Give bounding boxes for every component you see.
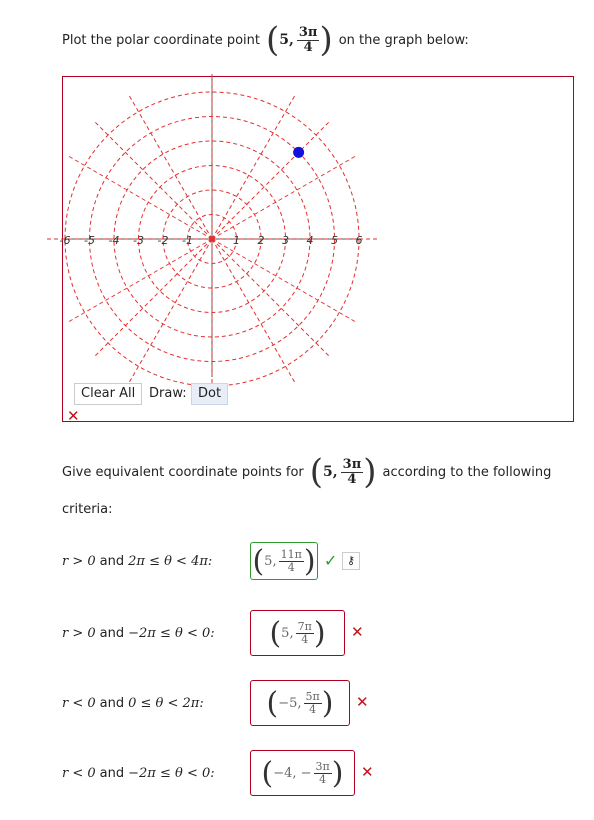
x-tick-label: 6	[355, 234, 363, 247]
x-tick-label: 5	[331, 234, 338, 247]
answer-r: 5,	[281, 625, 294, 641]
criteria-row	[62, 542, 212, 580]
x-tick-label: -2	[157, 234, 169, 247]
criteria-cond-theta: 0 ≤ θ < 2π:	[128, 695, 204, 711]
polar-ray	[94, 239, 212, 357]
origin-dot	[209, 236, 215, 242]
answer-input[interactable]: ( 5, $\frac{11\pi}{4}$ )	[250, 542, 318, 580]
criteria-row	[62, 610, 215, 656]
polar-ray	[212, 121, 330, 239]
answer-den: 4	[309, 702, 317, 716]
answer-input[interactable]: ( −5, $\frac{5\pi}{4}$ )	[250, 680, 350, 726]
criteria-and: and	[99, 625, 125, 641]
prompt-den: 4	[303, 39, 313, 55]
answer-num: 5π	[305, 689, 320, 703]
answer-den: 4	[301, 632, 309, 646]
criteria-cond-r: r > 0	[62, 553, 96, 569]
criteria-cond-r: r < 0	[62, 765, 96, 781]
x-tick-label: -4	[108, 234, 120, 247]
x-tick-label: -6	[59, 234, 71, 247]
prompt-coordinate: ( 5, $\frac{3\pi}{4}$ )	[265, 20, 333, 60]
polar-ray	[94, 121, 212, 239]
prompt-text-before: Plot the polar coordinate point	[62, 32, 260, 48]
draw-label: Draw:	[149, 386, 187, 401]
x-icon: ✕	[361, 763, 374, 781]
x-tick-label: 3	[282, 234, 289, 247]
criteria-and: and	[99, 765, 125, 781]
equiv-den: 4	[347, 471, 357, 487]
equiv-num: 3π	[342, 456, 362, 472]
criteria-cond-theta: −2π ≤ θ < 0:	[128, 765, 215, 781]
equiv-text-before: Give equivalent coordinate points for	[62, 464, 304, 480]
x-icon: ✕	[67, 407, 80, 425]
answer-r: −5,	[278, 695, 302, 711]
answer-num: 3π	[315, 759, 330, 773]
criteria-and: and	[99, 553, 125, 569]
polar-ray	[129, 95, 212, 239]
clear-all-button[interactable]: Clear All	[74, 383, 142, 405]
criteria-row	[62, 750, 215, 796]
equiv-criteria-label: criteria:	[62, 502, 113, 517]
x-tick-label: 2	[257, 234, 265, 247]
x-tick-label: -5	[84, 234, 95, 247]
answer-den: 4	[319, 772, 327, 786]
graph-panel	[59, 76, 574, 425]
answer-num: 11π	[280, 547, 302, 561]
criteria-cond-theta: 2π ≤ θ < 4π:	[128, 553, 213, 569]
criteria-row	[62, 680, 204, 726]
x-tick-label: 4	[306, 234, 314, 247]
criteria-and: and	[99, 695, 125, 711]
x-tick-label: -1	[182, 234, 193, 247]
prompt-text-after: on the graph below:	[338, 32, 469, 48]
answer-r: 5,	[264, 553, 277, 569]
equiv-prompt	[62, 452, 551, 492]
criteria-cond-theta: −2π ≤ θ < 0:	[128, 625, 215, 641]
equiv-text-after: according to the following	[382, 464, 552, 480]
answer-r: −4, −	[273, 765, 312, 781]
answer-num: 7π	[297, 619, 312, 633]
prompt-num: 3π	[298, 24, 318, 40]
x-icon: ✕	[351, 623, 364, 641]
answer-den: 4	[287, 560, 295, 574]
equiv-coordinate: ( 5, $\frac{3\pi}{4}$ )	[309, 452, 377, 492]
polar-ray	[212, 239, 330, 357]
criteria-cond-r: r > 0	[62, 625, 96, 641]
plot-prompt	[62, 20, 469, 60]
x-tick-label: -3	[133, 234, 144, 247]
x-icon: ✕	[356, 693, 369, 711]
dot-tool-button[interactable]: Dot	[191, 383, 228, 405]
polar-ray	[212, 239, 295, 383]
answer-input[interactable]: ( 5, $\frac{7\pi}{4}$ )	[250, 610, 345, 656]
key-icon[interactable]: ⚷	[342, 552, 360, 570]
check-icon: ✓	[324, 551, 338, 570]
x-tick-label: 1	[233, 234, 240, 247]
criteria-cond-r: r < 0	[62, 695, 96, 711]
polar-graph[interactable]	[59, 77, 363, 377]
plotted-point	[293, 147, 304, 158]
answer-input[interactable]: ( −4, − $\frac{3\pi}{4}$ )	[250, 750, 355, 796]
prompt-r: 5,	[279, 32, 294, 48]
polar-ray	[212, 239, 356, 322]
polar-ray	[68, 156, 212, 239]
equiv-r: 5,	[323, 464, 338, 480]
